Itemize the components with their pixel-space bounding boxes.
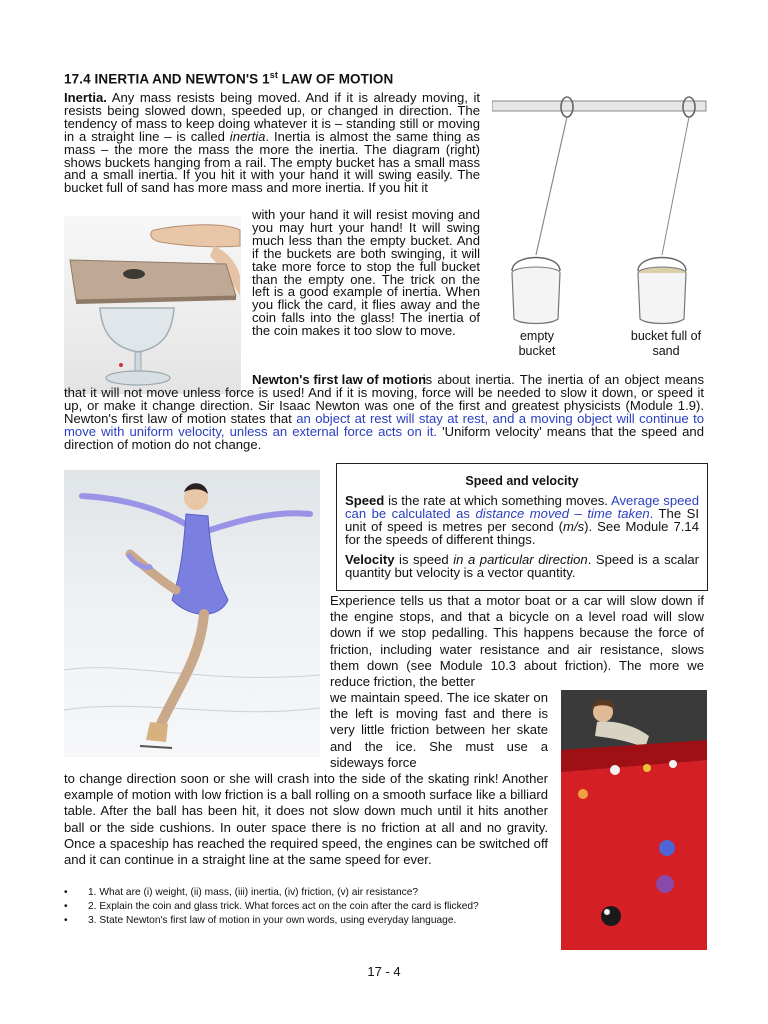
section-title-sup: st bbox=[269, 70, 278, 80]
speed-blue-b: . bbox=[649, 505, 654, 521]
speed-definition bbox=[345, 495, 699, 547]
page-number: 17 - 4 bbox=[367, 964, 401, 979]
velocity-term: Velocity bbox=[345, 552, 395, 567]
bullet-icon: • bbox=[64, 915, 68, 926]
friction-paragraph: Experience tells us that a motor boat or a car will slow down if the engine stops, and that a bicycle on a level road will slow down if we stop pedalling. This happens because the force of friction, including water resistance and air resistance, slows them down (see Module 10.3 about friction). The more we reduce friction, the better bbox=[330, 593, 704, 690]
velocity-italic: in a particular direction bbox=[453, 552, 588, 567]
section-title-pre: INERTIA AND NEWTON'S 1 bbox=[94, 71, 270, 87]
newton-law-statement: an object at rest will stay at rest, and a moving object will continue to move with uniform velocity, unless an external force acts on it. bbox=[64, 410, 704, 439]
newton-law-text-b: 'Uniform velocity' means that the speed and direction of motion do not change. bbox=[64, 423, 704, 452]
inertia-italic: inertia bbox=[229, 128, 266, 144]
coin-glass-photo bbox=[64, 216, 241, 394]
speed-blue-a: Average speed can be calculated as bbox=[345, 493, 699, 521]
speed-term: Speed bbox=[345, 493, 385, 508]
newton-law-term: Newton's first law of motion bbox=[252, 372, 427, 387]
velocity-text-b: . Speed is a scalar quantity but velocity is a vector quantity. bbox=[345, 552, 700, 580]
question-item bbox=[64, 886, 554, 900]
question-text: 2. Explain the coin and glass trick. What forces act on the coin after the card is flicked? bbox=[88, 901, 479, 912]
newton-law-text-a: is about inertia. The inertia of an object means that it will not move unless force is used! And if it is moving, force will be needed to slow it down, or speed it up, or make it change direction. Sir Isaac Newton was one of the first and greatest physicists (Module 1.9). Newton's first law of motion states that bbox=[64, 372, 704, 426]
question-text: 1. What are (i) weight, (ii) mass, (iii) inertia, (iv) friction, (v) air resistance? bbox=[88, 887, 419, 898]
bullet-icon: • bbox=[64, 887, 68, 898]
speed-velocity-box bbox=[336, 463, 708, 591]
speed-text-b: The SI unit of speed is metres per second ( bbox=[345, 505, 699, 534]
empty-bucket-label: empty bucket bbox=[518, 329, 556, 358]
section-number: 17.4 bbox=[64, 71, 91, 87]
section-title-post: LAW OF MOTION bbox=[277, 71, 394, 87]
friction-paragraph-mid: we maintain speed. The ice skater on the left is moving fast and there is very little friction between her skate and the ice. She must use a sideways force bbox=[330, 690, 548, 770]
newton-law-paragraph bbox=[64, 374, 704, 451]
section-heading bbox=[64, 70, 393, 87]
review-questions bbox=[64, 886, 554, 928]
bullet-icon: • bbox=[64, 901, 68, 912]
speed-unit: m/s bbox=[563, 518, 585, 534]
speed-velocity-title: Speed and velocity bbox=[465, 474, 579, 488]
inertia-text-a: Any mass resists being moved. And if it is already moving, it resists being slowed down, speeded up, or changed in direction. The tendency of mass to keep doing whatever it is – standing still or moving in a straight line – is called bbox=[64, 90, 480, 144]
velocity-definition bbox=[345, 554, 699, 580]
full-bucket-label: bucket full of sand bbox=[630, 329, 702, 358]
ice-skater-photo bbox=[64, 470, 320, 757]
speed-formula: distance moved – time taken bbox=[475, 505, 650, 521]
inertia-paragraph bbox=[64, 92, 480, 195]
inertia-paragraph-continued: with your hand it will resist moving and you may hurt your hand! It will swing much less than the empty bucket. And if the buckets are both swinging, it will take more force to stop the full bucket than the empty one. The trick on the left is a good example of inertia. When you flick the card, it flies away and the coin falls into the glass! The inertia of the coin makes it too slow to move. bbox=[252, 207, 480, 339]
friction-paragraph-end: to change direction soon or she will crash into the side of the skating rink! Another example of motion with low friction is a ball rolling on a smooth surface like a billiard table. After the ball has been hit, it does not slow down much until it hits another ball or the side cushions. In outer space there is no friction at all and no gravity. Once a spaceship has reached the required speed, the engines can be switched off and it can continue in a straight line at the same speed for ever. bbox=[64, 771, 548, 868]
question-item bbox=[64, 900, 554, 914]
question-item bbox=[64, 914, 554, 928]
velocity-text-a: is speed bbox=[394, 552, 454, 567]
inertia-term: Inertia. bbox=[64, 90, 107, 105]
inertia-text-b: . Inertia is almost the same thing as mass – the more the mass the more the inertia. The diagram (right) shows buckets hanging from a rail. The empty bucket has a small mass and a small inertia. If you hit it with your hand it will swing easily. The bucket full of sand has more mass and more inertia. If you hit it bbox=[64, 128, 480, 196]
speed-text-a: is the rate at which something moves. bbox=[384, 493, 611, 508]
billiard-table-photo bbox=[561, 690, 707, 950]
question-text: 3. State Newton's first law of motion in your own words, using everyday language. bbox=[88, 915, 457, 926]
speed-text-c: ). See Module 7.14 for the speeds of different things. bbox=[345, 518, 699, 547]
bucket-diagram bbox=[492, 93, 708, 366]
